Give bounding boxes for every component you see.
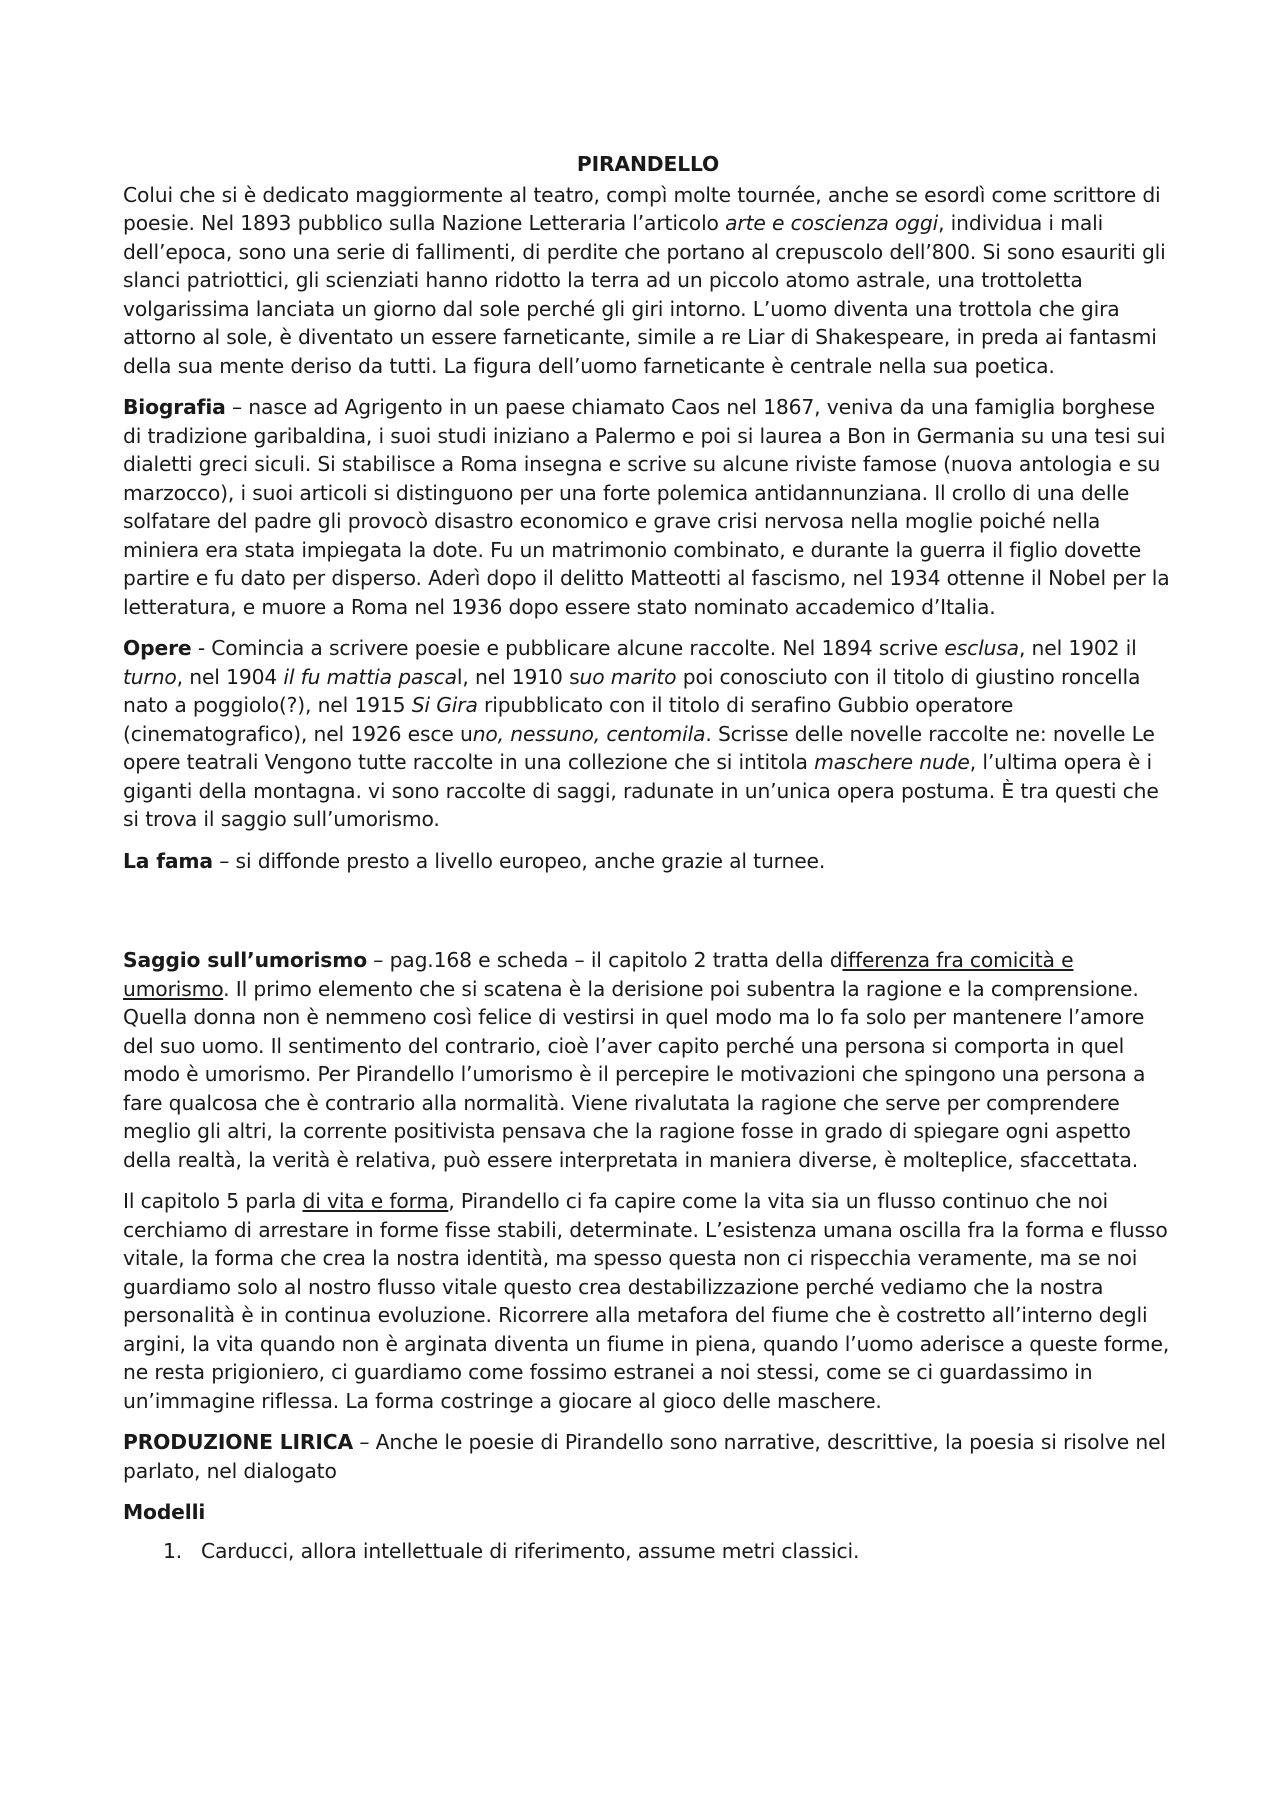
opere-text: - Comincia a scrivere poesie e pubblicare alcune raccolte. Nel 1894 scrive [191, 636, 945, 660]
produzione-paragraph [123, 1428, 1173, 1485]
saggio-text-cont: . Il primo elemento che si scatena è la derisione poi subentra la ragione e la comprensione. Quella donna non è nemmeno così felice di vestirsi in quel modo ma lo fa solo per mantenere l’amore del suo uomo. Il sentimento del contrario, cioè l’aver capito perché una persona si comporta in quel modo è umorismo. Per Pirandello l’umorismo è il percepire le motivazioni che spingono una persona a fare qualcosa che è contrario alla normalità. Viene rivalutata la ragione che serve per comprendere meglio gli altri, la corrente positivista pensava che la ragione fosse in grado di spiegare ogni aspetto della realtà, la verità è relativa, può essere interpretata in maniera diverse, è molteplice, sfaccettata. [123, 976, 1146, 1172]
opere-text: l, nel 1910 s [456, 664, 580, 689]
opere-text: , nel 1904 [176, 664, 284, 689]
list-item-number: 1. [163, 1538, 183, 1563]
list-item-text: Carducci, allora intellettuale di riferimento, assume metri classici. [201, 1538, 860, 1563]
blank-gap [123, 888, 1173, 946]
modelli-list [123, 1537, 1173, 1566]
list-item [123, 1537, 1173, 1566]
biografia-paragraph [123, 393, 1173, 621]
intro-italic-title: arte e coscienza oggi [725, 211, 939, 235]
opere-italic: turno [123, 664, 177, 689]
intro-paragraph [123, 181, 1173, 381]
biografia-text: – nasce ad Agrigento in un paese chiamato Caos nel 1867, veniva da una famiglia borghese di tradizione garibaldina, i suoi studi iniziano a Palermo e poi si laurea a Bon in Germania su una tesi sui dialetti greci siculi. Si stabilisce a Roma insegna e scrive su alcune riviste famose (nuova antologia e su marzocco), i suoi articoli si distinguono per una forte polemica antidannunziana. Il crollo di una delle solfatare del padre gli provocò disastro economico e grave crisi nervosa nella moglie poiché nella miniera era stata impiegata la dote. Fu un matrimonio combinato, e durante la guerra il figlio dovette partire e fu dato per disperso. Aderì dopo il delitto Matteotti al fascismo, nel 1934 ottenne il Nobel per la letteratura, e muore a Roma nel 1936 dopo essere stato nominato accademico d’Italia. [123, 395, 1170, 619]
saggio-underlined: ifferenza fra comicità e umorismo [123, 948, 1074, 1001]
fama-text: – si diffonde presto a livello europeo, anche grazie al turnee. [212, 848, 826, 873]
fama-heading: La fama [123, 848, 213, 873]
opere-italic: maschere nude [814, 750, 970, 774]
capitolo5-paragraph [123, 1187, 1173, 1415]
capitolo5-text-cont: , Pirandello ci fa capire come la vita sia un flusso continuo che noi cerchiamo di arrestare in forme fisse stabili, determinate. L’esistenza umana oscilla fra la forma e flusso vitale, la forma che crea la nostra identità, ma spesso questa non ci rispecchia veramente, ma se noi guardiamo solo al nostro flusso vitale questo crea destabilizzazione perché vediamo che la nostra personalità è in continua evoluzione. Ricorrere alla metafora del fiume che è costretto all’interno degli argini, la vita quando non è arginata diventa un fiume in piena, quando l’uomo aderisce a queste forme, ne resta prigioniero, ci guardiamo come fossimo estranei a noi stessi, come se ci guardassimo in un’immagine riflessa. La forma costringe a giocare al gioco delle maschere. [123, 1189, 1170, 1413]
opere-text: , nel 1902 il [1018, 636, 1137, 660]
intro-text-cont: , individua i mali dell’epoca, sono una serie di fallimenti, di perdite che portano al crepuscolo dell’800. Si sono esauriti gli slanci patriottici, gli scienziati hanno ridotto la terra ad un piccolo atomo astrale, una trottoletta volgarissima lanciata un giorno dal sole perché gli giri intorno. L’uomo diventa una trottola che gira attorno al sole, è diventato un essere farneticante, simile a re Liar di Shakespeare, in preda ai fantasmi della sua mente deriso da tutti. La figura dell’uomo farneticante è centrale nella sua poetica. [123, 211, 1166, 378]
modelli-heading [123, 1498, 1173, 1527]
biografia-heading: Biografia [123, 395, 226, 419]
saggio-paragraph [123, 946, 1173, 1174]
opere-text: , l’ultima opera è i giganti della montagna. vi sono raccolte di saggi, radunate in un’unica opera postuma. È tra questi che si trova il saggio sull’umorismo. [123, 750, 1159, 831]
opere-text: poi conosciuto con il titolo di giustino roncella nato a poggiolo(?), nel 1915 [123, 664, 1141, 717]
opere-italic: il fu mattia pasca [283, 664, 457, 689]
opere-paragraph [123, 634, 1173, 834]
fama-paragraph [123, 847, 1173, 876]
capitolo5-text: Il capitolo 5 parla [123, 1189, 303, 1213]
produzione-heading: PRODUZIONE LIRICA [123, 1430, 354, 1454]
opere-italic: no, nessuno, centomila [472, 721, 706, 746]
capitolo5-underlined: di vita e forma [302, 1189, 449, 1213]
document-title: PIRANDELLO [576, 152, 720, 176]
saggio-text: – pag.168 e scheda – il capitolo 2 tratta della d [367, 948, 843, 972]
saggio-heading: Saggio sull’umorismo [123, 948, 367, 972]
modelli-label: Modelli [123, 1500, 206, 1524]
produzione-text: – Anche le poesie di Pirandello sono narrative, descrittive, la poesia si risolve nel parlato, nel dialogato [123, 1430, 1166, 1483]
opere-heading: Opere [123, 636, 192, 660]
opere-italic: Si Gira [411, 693, 478, 717]
document-page [123, 150, 1173, 1565]
intro-text: Colui che si è dedicato maggiormente al teatro, compì molte tournée, anche se esordì come scrittore di poesie. Nel 1893 pubblico sulla Nazione Letteraria l’articolo [123, 182, 1161, 235]
opere-italic: uo marito [579, 664, 677, 689]
opere-text: ripubblicato con il titolo di serafino Gubbio operatore (cinematografico), nel 1926 esce u [123, 693, 1014, 746]
opere-text: . Scrisse delle novelle raccolte ne: novelle Le opere teatrali Vengono tutte raccolte in una collezione che si intitola [123, 721, 1155, 774]
opere-italic: esclusa [944, 636, 1019, 660]
